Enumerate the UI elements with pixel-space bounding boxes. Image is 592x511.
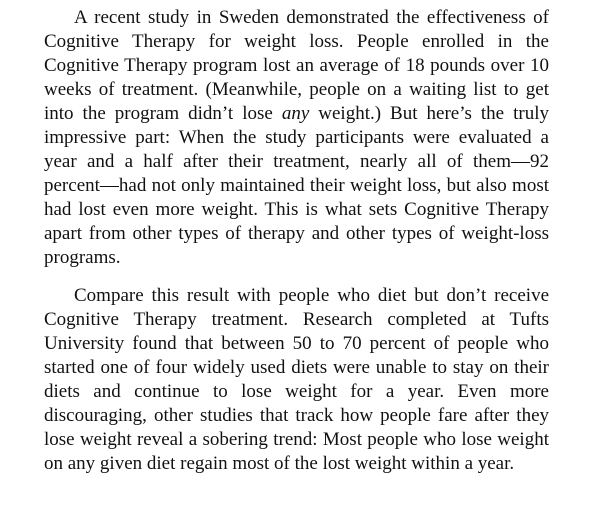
- emphasized-word: any: [281, 103, 310, 124]
- paragraph-text-part: weight.) But here’s the truly impressive part: When the study participants were evaluated a year and a half after their treatment, nearly all of them—92 percent—had not only maintained their weight loss, but also most had lost even more weight. This is what sets Cognitive Therapy apart from other types of therapy and other types of weight-loss programs.: [44, 103, 549, 268]
- paragraph-text-part: A recent study in Sweden demonstrated the effectiveness of Cognitive Therapy for weight loss. People enrolled in the Cognitive Therapy program lost an average of 18 pounds over 10 weeks of treatment. (Meanwhile, people on a waiting list to get into the program didn’t lose: [44, 7, 549, 124]
- paragraph-text: Compare this result with people who diet but don’t receive Cognitive Therapy treatment. Research completed at Tufts University found that between 50 to 70 percent of people who started one of four widely used diets were unable to stay on their diets and continue to lose weight for a year. Even more discouraging, other studies that track how people fare after they lose weight reveal a sobering trend: Most people who lose weight on any given diet regain most of the lost weight within a year.: [44, 285, 549, 474]
- paragraph-diet-comparison: [44, 284, 549, 476]
- document-page: [44, 6, 549, 476]
- paragraph-sweden-study: [44, 6, 549, 270]
